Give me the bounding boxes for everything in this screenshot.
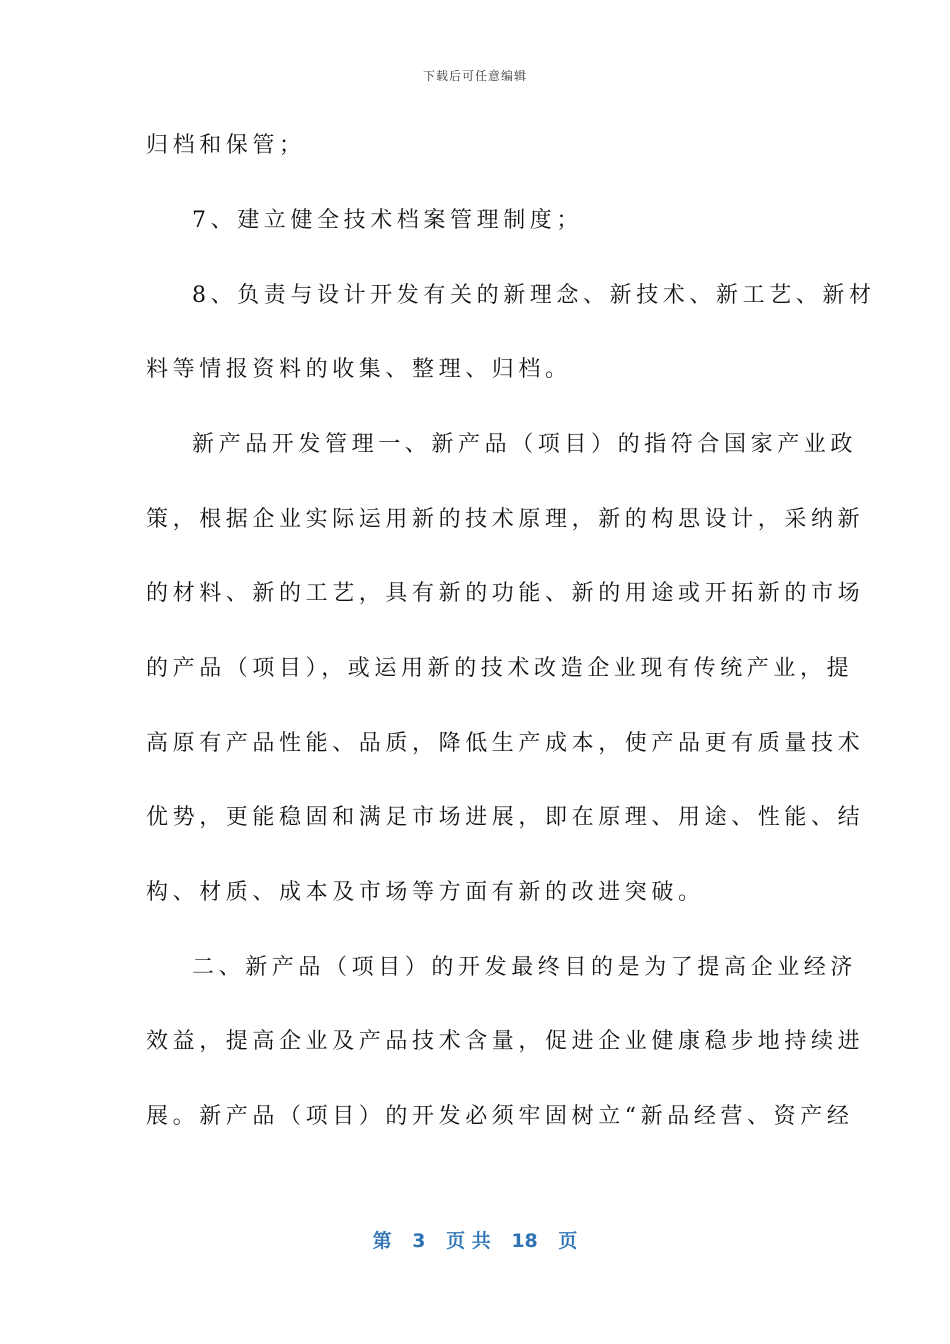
text-line: 的产品（项目），或运用新的技术改造企业现有传统产业，提 xyxy=(146,656,854,681)
text-line: 料等情报资料的收集、整理、归档。 xyxy=(146,357,572,382)
text-line: 优势，更能稳固和满足市场进展，即在原理、用途、性能、结 xyxy=(146,805,865,830)
text-line: 展。新产品（项目）的开发必须牢固树立“新品经营、资产经 xyxy=(146,1104,854,1129)
text-line: 归档和保管； xyxy=(146,133,306,158)
text-line: 构、材质、成本及市场等方面有新的改进突破。 xyxy=(146,880,705,905)
footer-prefix: 第 xyxy=(372,1230,392,1252)
current-page-number: 3 xyxy=(412,1230,426,1252)
text-line: 效益，提高企业及产品技术含量，促进企业健康稳步地持续进 xyxy=(146,1029,865,1054)
page-footer xyxy=(0,1226,950,1253)
text-line: 新产品开发管理一、新产品（项目）的指符合国家产业政 xyxy=(192,432,858,457)
text-line: 策，根据企业实际运用新的技术原理，新的构思设计，采纳新 xyxy=(146,507,865,532)
footer-suffix: 页 xyxy=(558,1230,578,1252)
text-line: 7、建立健全技术档案管理制度； xyxy=(192,208,583,233)
total-pages-number: 18 xyxy=(511,1230,538,1252)
text-line: 的材料、新的工艺，具有新的功能、新的用途或开拓新的市场 xyxy=(146,581,865,606)
text-line: 高原有产品性能、品质，降低生产成本，使产品更有质量技术 xyxy=(146,731,865,756)
text-line: 二、新产品（项目）的开发最终目的是为了提高企业经济 xyxy=(192,955,858,980)
text-line: 8、负责与设计开发有关的新理念、新技术、新工艺、新材 xyxy=(192,283,876,308)
header-note: 下载后可任意编辑 xyxy=(422,69,527,83)
footer-middle: 页 共 xyxy=(446,1230,491,1252)
